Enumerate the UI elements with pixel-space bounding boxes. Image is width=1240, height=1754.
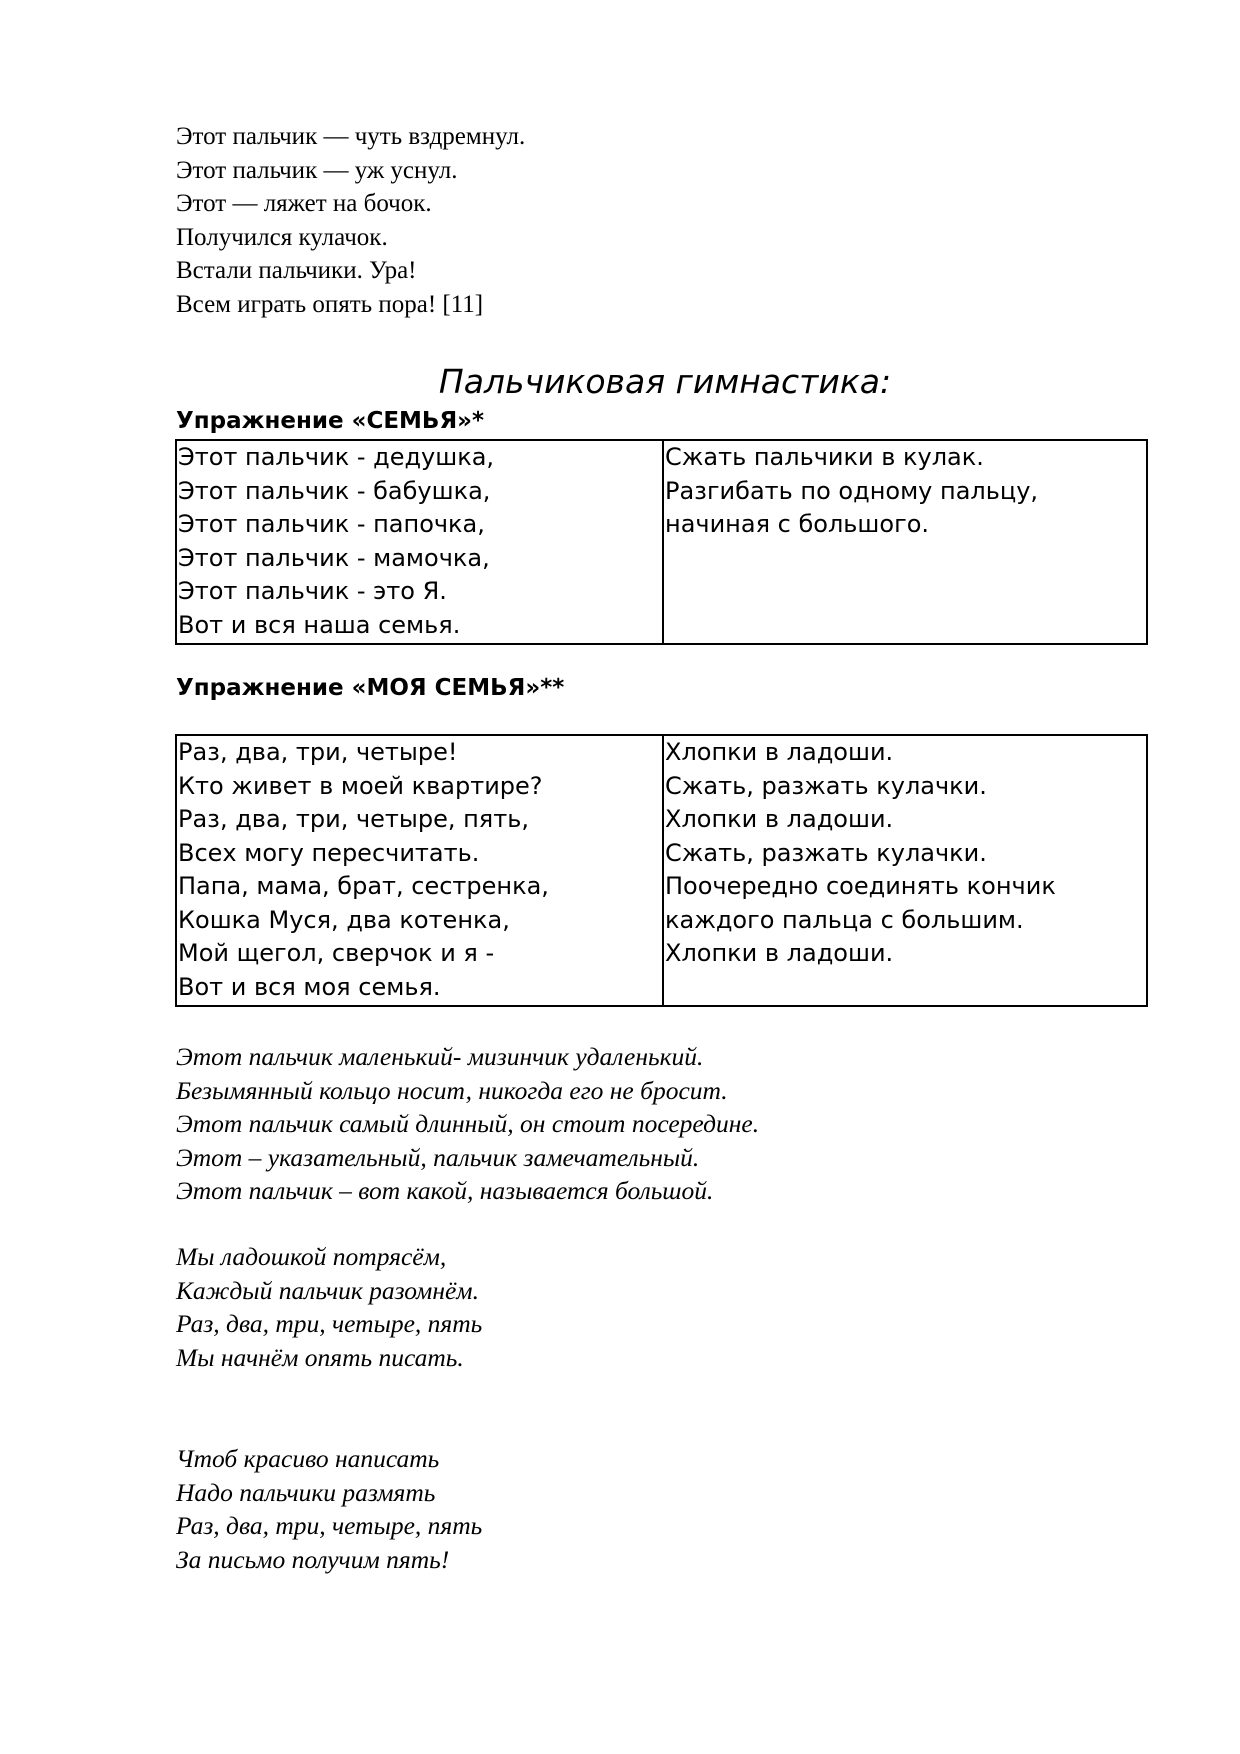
rhyme-line: Мой щегол, сверчок и я -: [178, 939, 495, 967]
section-heading: Пальчиковая гимнастика:: [438, 362, 892, 401]
action-line: Сжать, разжать кулачки.: [665, 771, 987, 800]
rhyme-line: Этот пальчик - папочка,: [178, 510, 485, 538]
action-line: Хлопки в ладоши.: [665, 939, 894, 967]
poem-line: Надо пальчики размять: [176, 1477, 436, 1507]
rhyme-line: Этот пальчик - мамочка,: [178, 543, 490, 572]
exercise-table-family: [175, 439, 1148, 645]
rhyme-line: Кто живет в моей квартире?: [178, 771, 543, 800]
poem-line: Этот пальчик самый длинный, он стоит посередине.: [176, 1109, 760, 1138]
exercise-title-my-family: Упражнение «МОЯ СЕМЬЯ»**: [176, 675, 565, 701]
action-line: Хлопки в ладоши.: [665, 805, 894, 833]
table-row: [176, 735, 1147, 1006]
rhyme-line: Раз, два, три, четыре!: [178, 738, 458, 766]
action-line: каждого пальца с большим.: [665, 905, 1024, 934]
table-row: [176, 440, 1147, 644]
action-line: начиная с большого.: [665, 510, 929, 538]
rhyme-cell: [176, 440, 663, 644]
poem-line: Мы начнём опять писать.: [176, 1342, 464, 1372]
poem-line: Этот пальчик — уж уснул.: [176, 156, 458, 184]
rhyme-line: Раз, два, три, четыре, пять,: [178, 805, 529, 833]
palm-poem: [176, 1240, 482, 1374]
poem-line: Встали пальчики. Ура!: [176, 257, 417, 284]
exercise-title-family: Упражнение «СЕМЬЯ»*: [176, 408, 485, 434]
poem-line: Раз, два, три, четыре, пять: [176, 1511, 483, 1540]
poem-line: Этот пальчик маленький- мизинчик удаленький.: [176, 1042, 704, 1071]
rhyme-line: Кошка Муся, два котенка,: [178, 905, 510, 934]
rhyme-line: Всех могу пересчитать.: [178, 838, 480, 867]
rhyme-cell: [176, 735, 663, 1006]
poem-line: За письмо получим пять!: [176, 1544, 450, 1574]
finger-names-poem: [176, 1040, 759, 1208]
poem-line: Всем играть опять пора! [11]: [176, 290, 484, 318]
rhyme-line: Этот пальчик - бабушка,: [178, 476, 491, 505]
action-line: Поочередно соединять кончик: [665, 872, 1056, 900]
action-line: Хлопки в ладоши.: [665, 738, 894, 766]
poem-line: Этот — ляжет на бочок.: [176, 190, 432, 217]
action-cell: [663, 735, 1147, 1006]
writing-poem: [176, 1442, 482, 1576]
poem-line: Этот – указательный, пальчик замечательный.: [176, 1142, 700, 1172]
action-cell: [663, 440, 1147, 644]
rhyme-line: Этот пальчик - это Я.: [178, 577, 447, 605]
exercise-table-my-family: [175, 734, 1148, 1007]
action-line: Сжать пальчики в кулак.: [665, 443, 984, 471]
rhyme-line: Вот и вся моя семья.: [178, 972, 441, 1001]
action-line: Разгибать по одному пальцу,: [665, 476, 1039, 505]
rhyme-line: Этот пальчик - дедушка,: [178, 443, 495, 471]
intro-poem: [176, 120, 525, 321]
action-line: Сжать, разжать кулачки.: [665, 838, 987, 867]
poem-line: Этот пальчик — чуть вздремнул.: [176, 123, 526, 150]
poem-line: Мы ладошкой потрясём,: [176, 1242, 447, 1271]
poem-line: Каждый пальчик разомнём.: [176, 1275, 479, 1305]
poem-line: Получился кулачок.: [176, 223, 388, 251]
rhyme-line: Папа, мама, брат, сестренка,: [178, 872, 549, 900]
poem-line: Чтоб красиво написать: [176, 1444, 440, 1473]
poem-line: Этот пальчик – вот какой, называется большой.: [176, 1176, 714, 1205]
poem-line: Раз, два, три, четыре, пять: [176, 1309, 483, 1338]
poem-line: Безымянный кольцо носит, никогда его не бросит.: [176, 1075, 728, 1105]
rhyme-line: Вот и вся наша семья.: [178, 610, 461, 639]
